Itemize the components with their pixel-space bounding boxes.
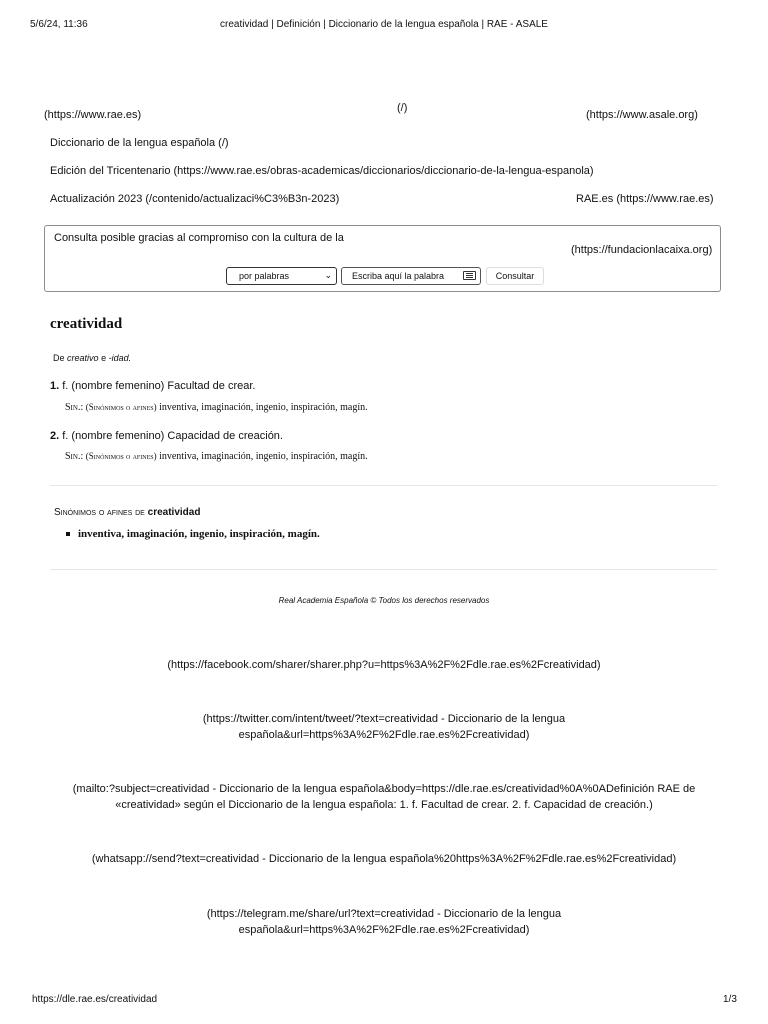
share-whatsapp-link[interactable]: (whatsapp://send?text=creatividad - Diccionario de la lengua española%20https%3A%2F%2Fdle.rae.es%2Fcreatividad) [91, 853, 677, 865]
synonym-separator: , [121, 528, 127, 540]
sense-2-synonyms [65, 451, 368, 462]
asale-logo-link[interactable]: (https://www.asale.org) [586, 109, 698, 121]
search-panel [44, 225, 721, 292]
synonyms-heading: Sinónimos o afines de [54, 507, 145, 518]
keyboard-icon[interactable] [463, 271, 476, 280]
search-mode-value: por palabras [239, 271, 290, 281]
nav-rae-link[interactable]: RAE.es (https://www.rae.es) [576, 193, 714, 205]
search-input-placeholder: Escriba aquí la palabra [352, 271, 445, 281]
headword: creatividad [50, 316, 123, 332]
bullet-icon [66, 532, 70, 536]
home-logo-link[interactable]: (/) [397, 102, 408, 114]
sense-definition: f. (nombre femenino) Facultad de crear. [62, 380, 256, 392]
divider [50, 485, 717, 486]
copyright: Real Academia Española © Todos los derechos reservados [278, 596, 490, 605]
print-date: 5/6/24, 11:36 [30, 19, 88, 30]
sense-definition: f. (nombre femenino) Capacidad de creación. [62, 430, 283, 442]
etymology-word2: -idad. [108, 353, 132, 363]
nav-diccionario-link[interactable]: Diccionario de la lengua española (/) [50, 137, 229, 149]
etymology-conj: e [101, 353, 107, 363]
synonym-link[interactable]: inspiración [229, 528, 283, 540]
share-twitter-link-line2[interactable]: española&url=https%3A%2F%2Fdle.rae.es%2Fcreatividad) [238, 729, 530, 741]
etymology-prefix: De [53, 353, 65, 363]
share-email-link-line1[interactable]: (mailto:?subject=creatividad - Diccionario de la lengua española&body=https://dle.rae.es/creatividad%0A%0ADefinición RAE de [72, 783, 696, 795]
synonyms-title [54, 507, 200, 518]
sense-number: 1. [50, 380, 60, 392]
synonym-link[interactable]: ingenio [189, 528, 225, 540]
synonym-link[interactable]: imaginación [126, 528, 185, 540]
syn-tag: (Sinónimos o afines) [85, 402, 157, 412]
sense-number: 2. [50, 430, 60, 442]
syn-list: inventiva, imaginación, ingenio, inspiración, magín. [159, 402, 368, 413]
syn-tag: (Sinónimos o afines) [85, 451, 157, 461]
syn-list: inventiva, imaginación, ingenio, inspiración, magín. [159, 451, 368, 462]
divider [50, 569, 717, 570]
synonym-separator: , [184, 528, 190, 540]
print-footer-url: https://dle.rae.es/creatividad [32, 994, 158, 1005]
share-email-link-line2[interactable]: «creatividad» según el Diccionario de la lengua española: 1. f. Facultad de crear. 2. f. Capacidad de creación.) [115, 799, 653, 811]
share-telegram-link-line2[interactable]: española&url=https%3A%2F%2Fdle.rae.es%2Fcreatividad) [238, 924, 530, 936]
print-footer-page: 1/3 [723, 994, 737, 1005]
synonym-separator: , [224, 528, 230, 540]
search-mode-select[interactable] [226, 267, 337, 285]
synonyms-headword: creatividad [147, 507, 201, 518]
search-input[interactable] [341, 267, 481, 285]
synonym-separator: , [282, 528, 288, 540]
synonym-link[interactable]: inventiva [78, 528, 122, 540]
share-twitter-link-line1[interactable]: (https://twitter.com/intent/tweet/?text=creatividad - Diccionario de la lengua [202, 713, 566, 725]
sense-2 [50, 430, 283, 442]
etymology-word1: creativo [67, 353, 99, 363]
sense-1-synonyms [65, 402, 368, 413]
synonym-link[interactable]: magín [287, 528, 318, 540]
print-page-title: creatividad | Definición | Diccionario de la lengua española | RAE - ASALE [220, 19, 548, 30]
rae-logo-link[interactable]: (https://www.rae.es) [44, 109, 142, 121]
share-facebook-link[interactable]: (https://facebook.com/sharer/sharer.php?u=https%3A%2F%2Fdle.rae.es%2Fcreatividad) [167, 659, 601, 671]
etymology [53, 353, 131, 363]
consultar-button[interactable]: Consultar [486, 267, 544, 285]
synonym-separator: . [317, 528, 320, 540]
synonyms-list [66, 528, 320, 540]
sense-1 [50, 380, 255, 392]
share-telegram-link-line1[interactable]: (https://telegram.me/share/url?text=creatividad - Diccionario de la lengua [206, 908, 562, 920]
nav-actualizacion-link[interactable]: Actualización 2023 (/contenido/actualizaci%C3%B3n-2023) [50, 193, 340, 205]
sponsor-notice: Consulta posible gracias al compromiso con la cultura de la [54, 232, 344, 244]
print-header [0, 19, 768, 33]
syn-label: Sin.: [65, 451, 86, 462]
syn-label: Sin.: [65, 402, 86, 413]
chevron-down-icon: ⌄ [324, 270, 332, 280]
sponsor-link[interactable]: (https://fundacionlacaixa.org) [571, 244, 713, 256]
nav-edicion-link[interactable]: Edición del Tricentenario (https://www.rae.es/obras-academicas/diccionarios/diccionario-de-la-lengua-espanola) [50, 165, 594, 177]
